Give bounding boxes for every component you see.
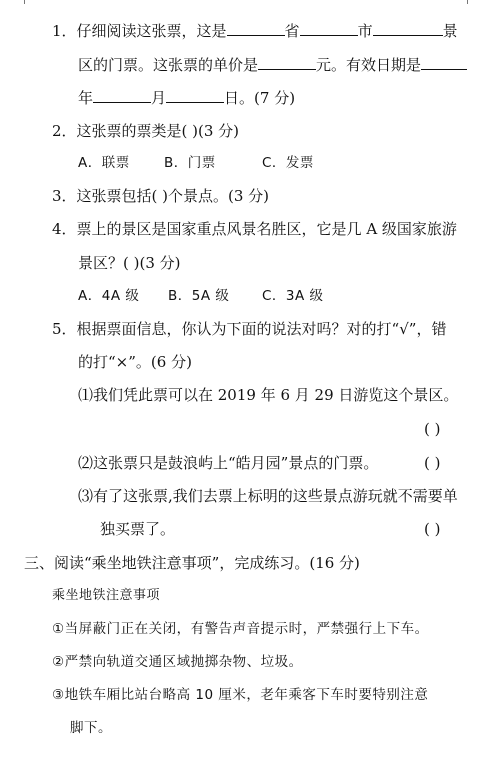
q1-line1 bbox=[52, 21, 458, 41]
q5-line1: 5．根据票面信息，你认为下面的说法对吗？对的打“√”，错 bbox=[52, 320, 447, 338]
q5-line2: 的打“×”。(6 分) bbox=[78, 353, 192, 371]
passage-item-3: ③地铁车厢比站台略高 10 厘米，老年乘客下车时要特别注意 bbox=[52, 687, 429, 703]
passage-item-2: ②严禁向轨道交通区域抛掷杂物、垃圾。 bbox=[52, 654, 303, 670]
q1-blank-province bbox=[227, 21, 285, 36]
q4-line1: 4．票上的景区是国家重点风景名胜区，它是几 A 级国家旅游 bbox=[52, 220, 457, 238]
q5-statement1: ⑴我们凭此票可以在 2019 年 6 月 29 日游览这个景区。 bbox=[78, 386, 459, 404]
q5-statement2: ⑵这张票只是鼓浪屿上“皓月园”景点的门票。 bbox=[78, 454, 379, 472]
page-border-right bbox=[467, 0, 468, 4]
q5-statement3-line1: ⑶有了这张票,我们去票上标明的这些景点游玩就不需要单 bbox=[78, 487, 458, 505]
q1-line3 bbox=[78, 88, 295, 108]
q5-answer2: ( ) bbox=[424, 454, 441, 472]
passage-title: 乘坐地铁注意事项 bbox=[52, 588, 161, 603]
q1-line2 bbox=[78, 55, 467, 75]
q2-option-a: A．联票 bbox=[78, 155, 130, 171]
q5-statement3-line2: 独买票了。 bbox=[100, 520, 176, 538]
passage-item-3-cont: 脚下。 bbox=[70, 720, 112, 736]
page-border-left bbox=[24, 0, 25, 4]
q4-option-a: A．4A 级 bbox=[78, 288, 140, 304]
q3-stem: 3．这张票包括( )个景点。(3 分) bbox=[52, 187, 270, 205]
section3-heading: 三、阅读“乘坐地铁注意事项”，完成练习。(16 分) bbox=[24, 554, 360, 572]
q1-blank-date bbox=[421, 55, 467, 70]
q1-blank-price bbox=[258, 55, 316, 70]
passage-item-1: ①当屏蔽门正在关闭，有警告声音提示时，严禁强行上下车。 bbox=[52, 621, 429, 637]
q1-blank-city bbox=[300, 21, 358, 36]
q5-answer3: ( ) bbox=[424, 520, 441, 538]
q1-scenic-label: 景 bbox=[442, 22, 458, 40]
q1-month-label: 月 bbox=[151, 89, 167, 107]
q1-date-text: 元。有效日期是 bbox=[316, 56, 422, 74]
q1-blank-month bbox=[166, 88, 224, 103]
q1-day-label: 日。(7 分) bbox=[224, 89, 296, 107]
q1-year-label: 年 bbox=[78, 89, 94, 107]
q2-stem: 2．这张票的票类是( )(3 分) bbox=[52, 122, 240, 140]
q1-price-text: 区的门票。这张票的单价是 bbox=[78, 56, 259, 74]
q1-text: 1．仔细阅读这张票，这是 bbox=[52, 22, 227, 40]
q1-province-label: 省 bbox=[284, 22, 300, 40]
q4-option-c: C．3A 级 bbox=[262, 288, 324, 304]
q4-option-b: B．5A 级 bbox=[168, 288, 230, 304]
q2-option-c: C．发票 bbox=[262, 155, 314, 171]
q1-city-label: 市 bbox=[357, 22, 373, 40]
q4-line2: 景区？( )(3 分) bbox=[78, 254, 181, 272]
q1-blank-scenic bbox=[373, 21, 443, 36]
q2-option-b: B．门票 bbox=[164, 155, 216, 171]
q1-blank-year bbox=[93, 88, 151, 103]
q5-answer1: ( ) bbox=[424, 420, 441, 438]
